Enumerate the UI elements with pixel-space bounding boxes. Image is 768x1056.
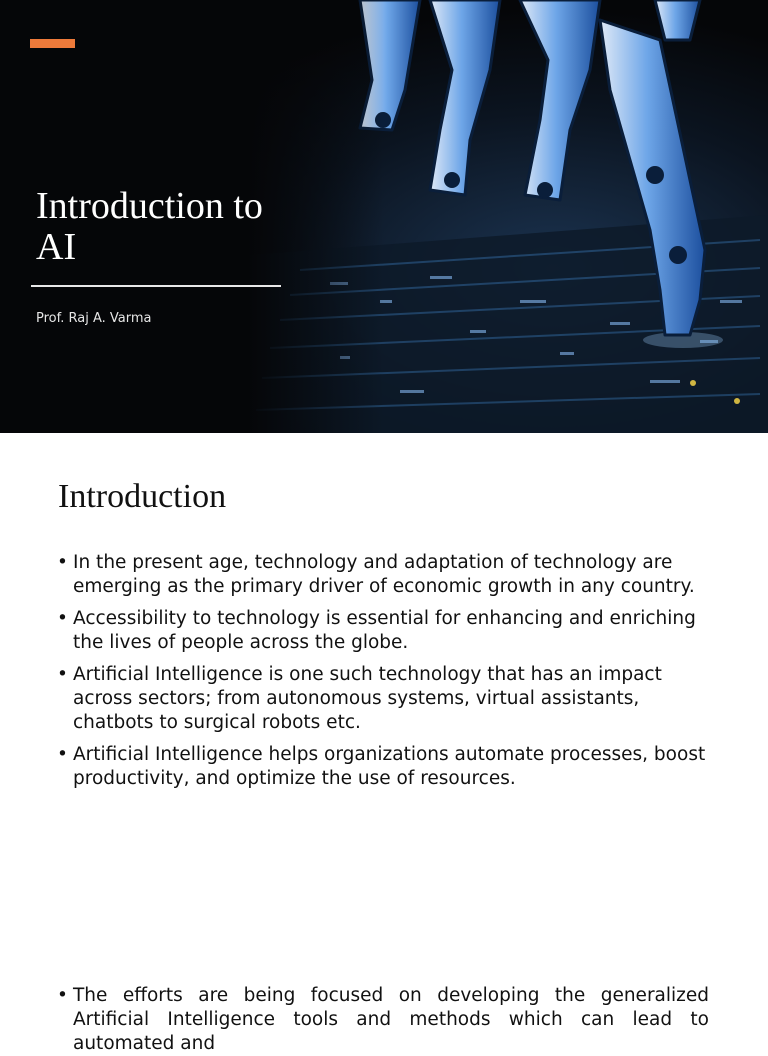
title-divider xyxy=(31,285,281,287)
bullet-item: • Artificial Intelligence is one such technology that has an impact across sectors; from autonomous systems, virtual assistants, chatbots to surgical robots etc. xyxy=(57,663,709,735)
bullet-item: • Artificial Intelligence helps organizations automate processes, boost productivity, and optimize the use of resources. xyxy=(57,743,709,791)
title-slide xyxy=(0,0,768,433)
bullet-list-continued xyxy=(57,984,709,1056)
bullet-item: • In the present age, technology and adaptation of technology are emerging as the primary driver of economic growth in any country. xyxy=(57,551,709,599)
accent-bar xyxy=(30,39,75,48)
presentation-title: Introduction to AI xyxy=(36,185,263,268)
bullet-item: • The efforts are being focused on developing the generalized Artificial Intelligence tools and methods which can lead to automated and xyxy=(57,984,709,1056)
bullet-list xyxy=(57,551,709,799)
introduction-slide xyxy=(0,433,768,1054)
slide-heading: Introduction xyxy=(58,478,227,515)
bullet-item: • Accessibility to technology is essential for enhancing and enriching the lives of people across the globe. xyxy=(57,607,709,655)
presenter-name: Prof. Raj A. Varma xyxy=(36,311,152,326)
